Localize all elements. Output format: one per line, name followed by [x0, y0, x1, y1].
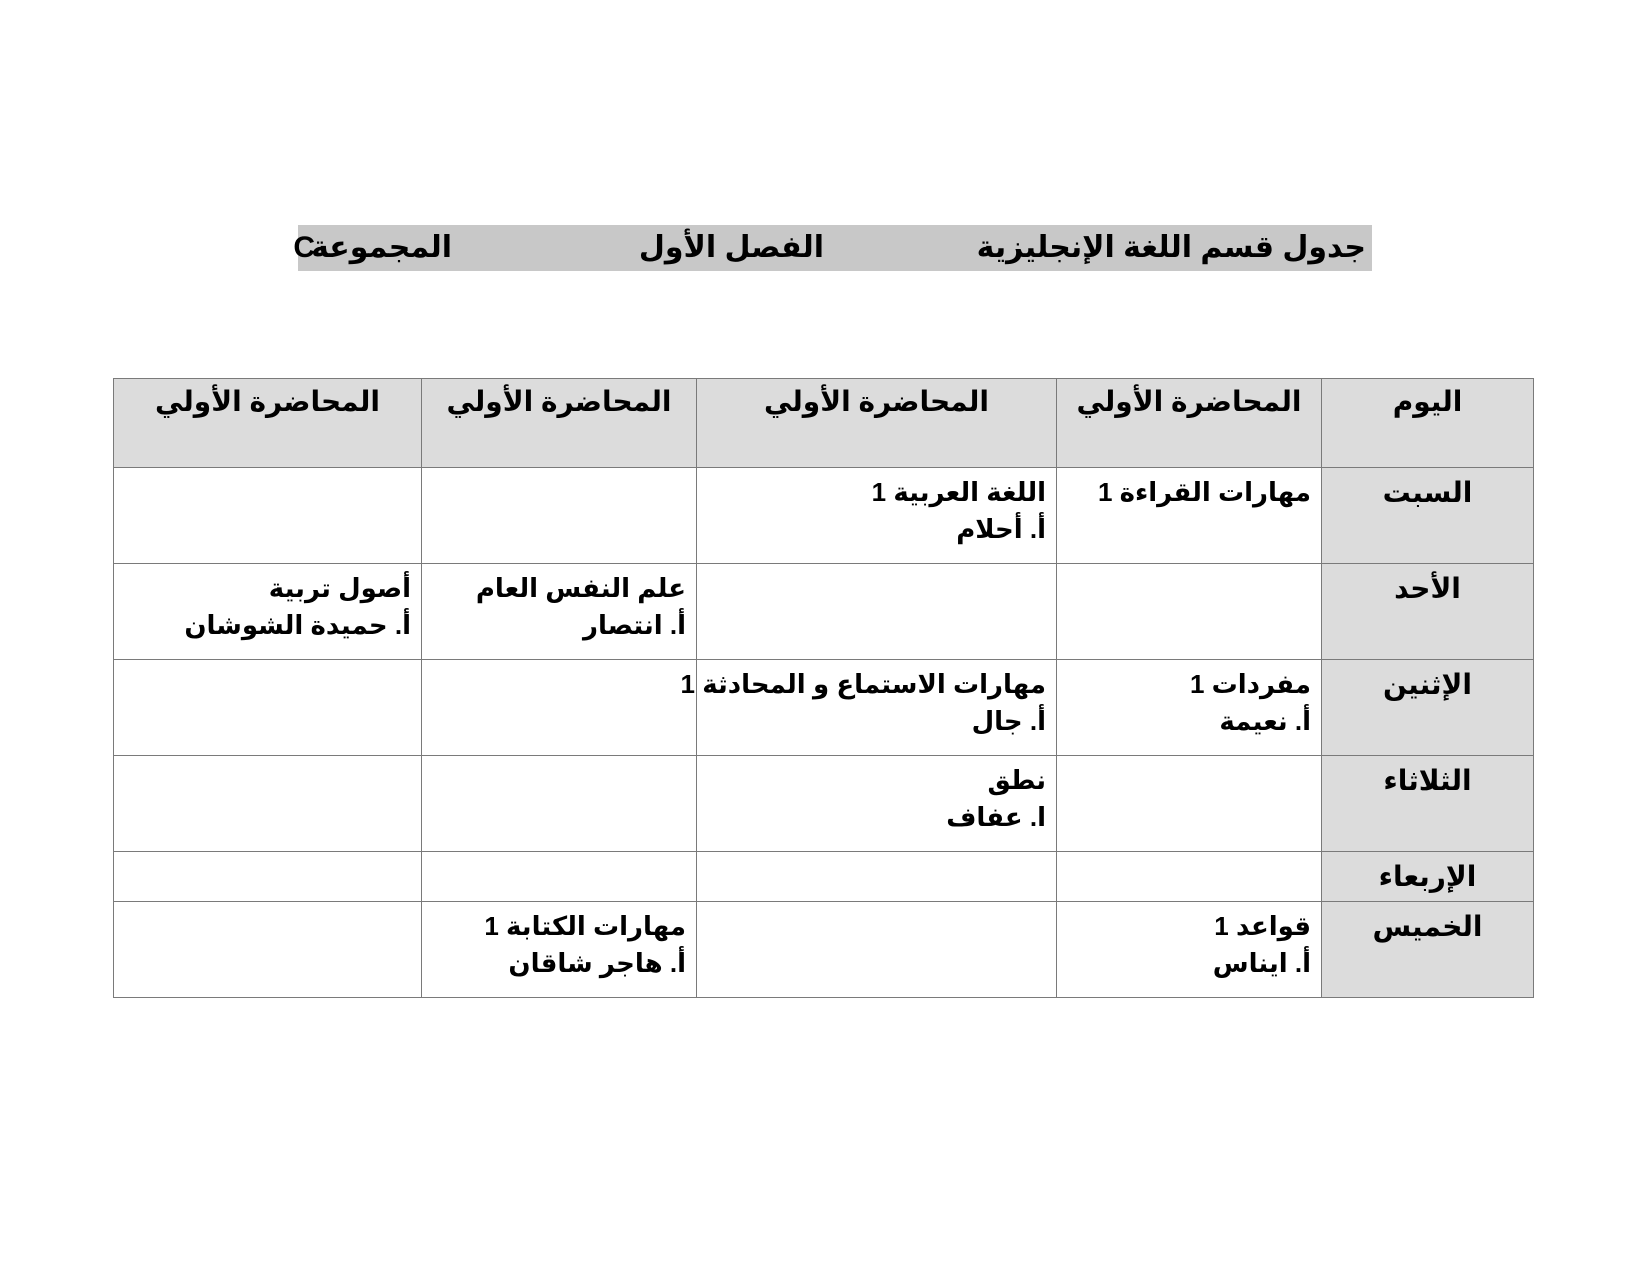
lecture-cell — [1057, 901, 1322, 997]
table-row — [114, 901, 1534, 997]
subject-text: مفردات 1 — [1189, 669, 1311, 700]
header-lecture-4: المحاضرة الأولي — [114, 379, 422, 468]
lecture-cell — [422, 468, 697, 564]
header-row — [114, 379, 1534, 468]
lecture-cell — [697, 901, 1057, 997]
header-lecture-1: المحاضرة الأولي — [1057, 379, 1322, 468]
day-cell: الثلاثاء — [1322, 756, 1534, 852]
subject-text: اللغة العربية 1 — [871, 477, 1046, 507]
lecture-cell — [697, 564, 1057, 660]
teacher-text: أ. انتصار — [583, 610, 686, 641]
lecture-cell — [1057, 468, 1322, 564]
day-cell: الأحد — [1322, 564, 1534, 660]
schedule-title: جدول قسم اللغة الإنجليزية — [976, 231, 1366, 264]
table-row — [114, 852, 1534, 902]
lecture-cell — [422, 901, 697, 997]
lecture-cell — [1057, 852, 1322, 902]
table-row — [114, 468, 1534, 564]
lecture-cell — [422, 660, 697, 756]
subject-text: أصول تربية — [268, 573, 411, 604]
group-label: المجموعة — [311, 231, 452, 264]
subject-text: مهارات الكتابة 1 — [484, 910, 686, 941]
day-cell: الإثنين — [1322, 660, 1534, 756]
lecture-cell — [680, 660, 1057, 756]
day-cell: السبت — [1322, 468, 1534, 564]
lecture-cell — [1057, 660, 1322, 756]
lecture-cell — [697, 756, 1057, 852]
title-bar — [293, 225, 1372, 271]
lecture-cell — [114, 660, 422, 756]
table-row — [114, 660, 1534, 756]
table-row — [114, 756, 1534, 852]
teacher-text: أ. نعيمة — [1219, 706, 1311, 737]
schedule-table — [113, 378, 1534, 998]
lecture-cell — [114, 564, 422, 660]
header-lecture-2: المحاضرة الأولي — [697, 379, 1057, 468]
table-row — [114, 564, 1534, 660]
subject-text: مهارات الاستماع و المحادثة 1 — [680, 669, 1046, 700]
subject-text: قواعد 1 — [1214, 910, 1311, 941]
lecture-cell — [1057, 756, 1322, 852]
lecture-cell — [114, 468, 422, 564]
day-cell: الخميس — [1322, 901, 1534, 997]
lecture-cell — [422, 564, 697, 660]
lecture-cell — [422, 852, 697, 902]
teacher-text: أ. ايناس — [1212, 947, 1311, 978]
lecture-cell — [114, 901, 422, 997]
lecture-cell — [114, 852, 422, 902]
lecture-cell — [697, 468, 1057, 564]
day-cell: الإربعاء — [1322, 852, 1534, 902]
teacher-text: أ. جال — [971, 706, 1046, 737]
teacher-text: أ. أحلام — [956, 514, 1046, 544]
header-day: اليوم — [1322, 379, 1534, 468]
group-letter: C — [293, 231, 315, 264]
teacher-text: ا. عفاف — [946, 802, 1046, 833]
subject-text: مهارات القراءة 1 — [1097, 477, 1311, 507]
subject-text: علم النفس العام — [475, 573, 686, 604]
teacher-text: أ. هاجر شاقان — [508, 947, 686, 978]
subject-text: نطق — [987, 765, 1046, 796]
header-lecture-3: المحاضرة الأولي — [422, 379, 697, 468]
semester-label: الفصل الأول — [638, 231, 824, 264]
lecture-cell — [1057, 564, 1322, 660]
lecture-cell — [422, 756, 697, 852]
teacher-text: أ. حميدة الشوشان — [184, 610, 411, 641]
lecture-cell — [114, 756, 422, 852]
lecture-cell — [697, 852, 1057, 902]
